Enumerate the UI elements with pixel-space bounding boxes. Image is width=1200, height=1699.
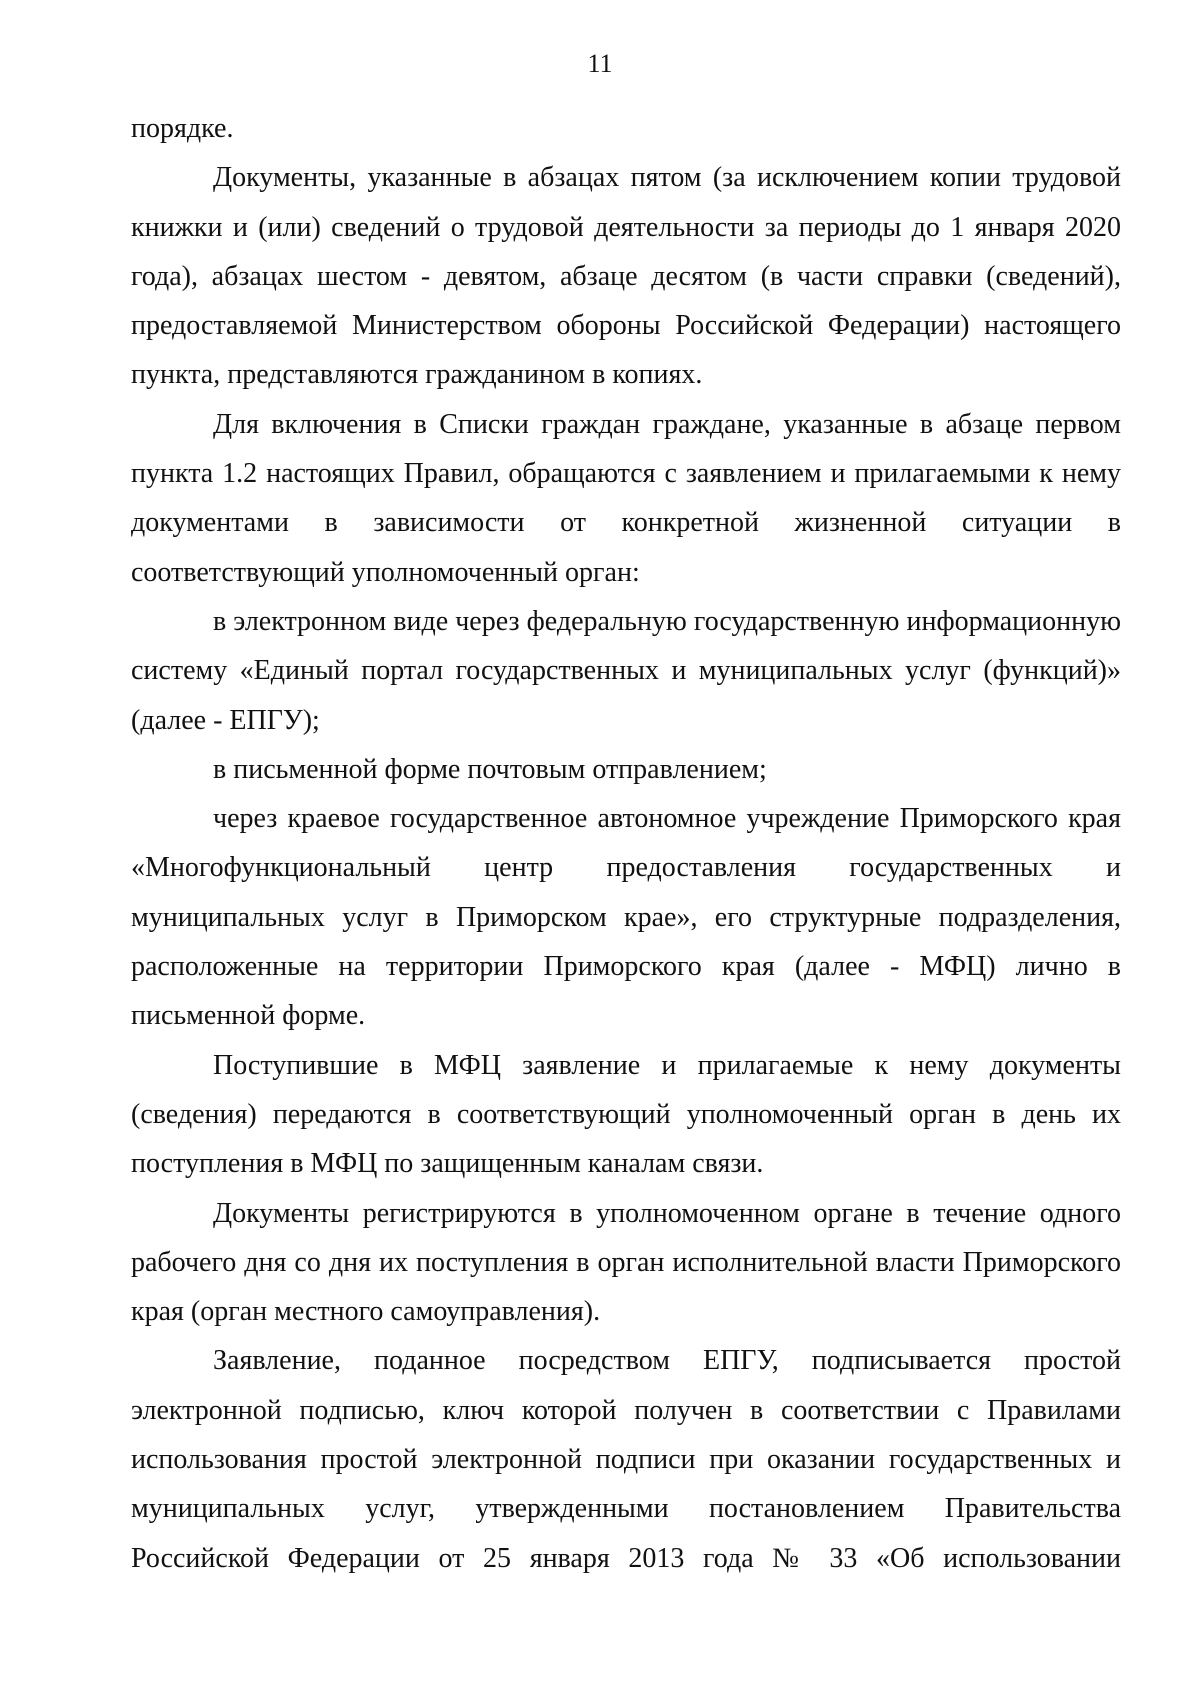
paragraph-epgu-signature: Заявление, поданное посредством ЕПГУ, подписывается простой электронной подписью, ключ которой получен в соответствии с Правилами использования простой электронной подписи при оказании государственных и муниципальных услуг, утвержденными постановлением Правительства Российской Федерации от 25 января 2013 года № 33 «Об использовании bbox=[131, 1345, 1121, 1574]
paragraph-continuation: порядке. bbox=[131, 113, 234, 144]
paragraph-mfc-transfer: Поступившие в МФЦ заявление и прилагаемые к нему документы (сведения) передаются в соответствующий уполномоченный орган в день их поступления в МФЦ по защищенным каналам связи. bbox=[131, 1049, 1121, 1180]
document-body bbox=[131, 104, 1121, 1583]
paragraph-inclusion-lists: Для включения в Списки граждан граждане, указанные в абзаце первом пункта 1.2 настоящих Правил, обращаются с заявлением и прилагаемыми к нему документами в зависимости от конкретной жизненной ситуации в соответствующий уполномоченный орган: bbox=[131, 408, 1121, 588]
paragraph-registration: Документы регистрируются в уполномоченном органе в течение одного рабочего дня со дня их поступления в орган исполнительной власти Приморского края (орган местного самоуправления). bbox=[131, 1197, 1121, 1328]
paragraph-mfc: через краевое государственное автономное учреждение Приморского края «Многофункциональный центр предоставления государственных и муниципальных услуг в Приморском крае», его структурные подразделения, расположенные на территории Приморского края (далее - МФЦ) лично в письменной форме. bbox=[131, 803, 1121, 1032]
paragraph-documents-copies: Документы, указанные в абзацах пятом (за исключением копии трудовой книжки и (или) сведений о трудовой деятельности за периоды до 1 января 2020 года), абзацах шестом - девятом, абзаце десятом (в части справки (сведений), предоставляемой Министерством обороны Российской Федерации) настоящего пункта, представляются гражданином в копиях. bbox=[131, 162, 1121, 391]
page-number: 11 bbox=[587, 49, 613, 78]
paragraph-postal-form: в письменной форме почтовым отправлением; bbox=[213, 753, 767, 785]
paragraph-electronic-form: в электронном виде через федеральную государственную информационную систему «Единый портал государственных и муниципальных услуг (функций)» (далее - ЕПГУ); bbox=[131, 605, 1121, 736]
